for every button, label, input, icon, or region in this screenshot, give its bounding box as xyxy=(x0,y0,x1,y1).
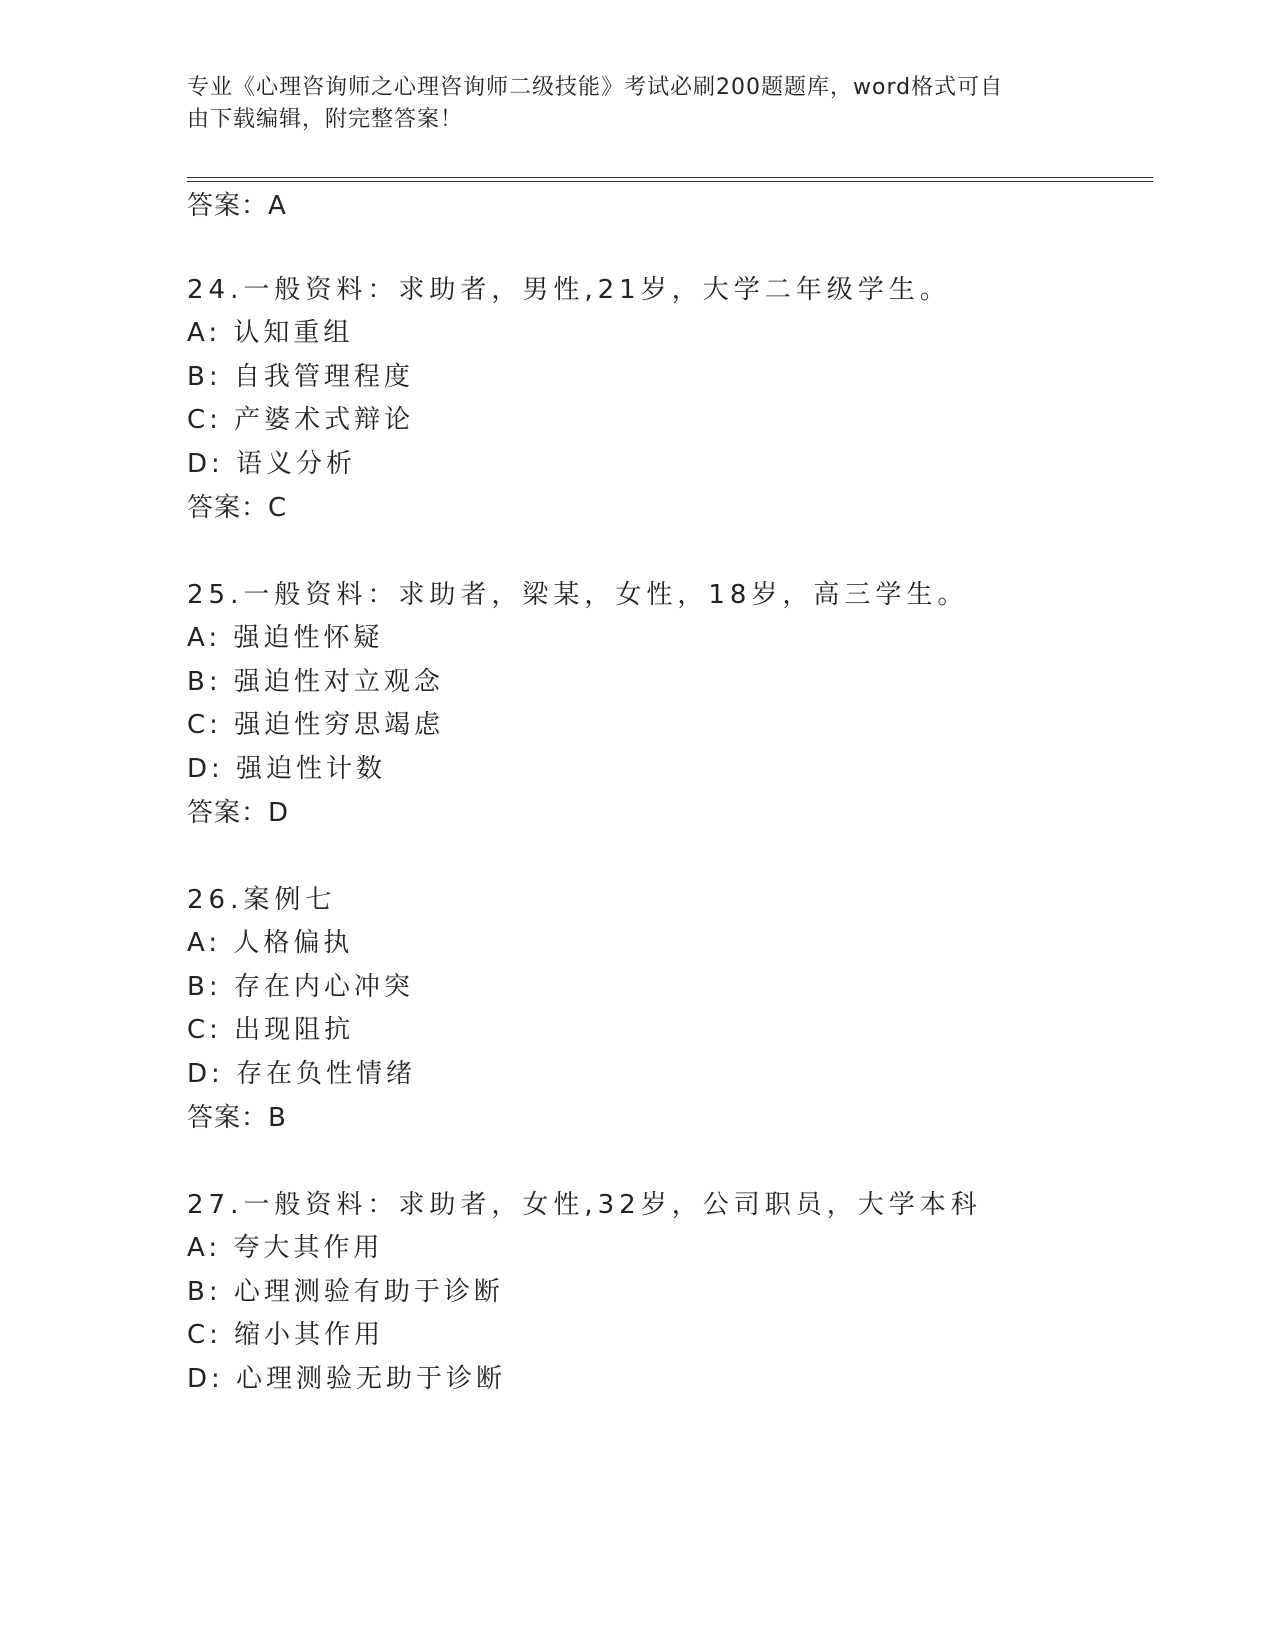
question-24-option-c: C: 产婆术式辩论 xyxy=(187,405,415,435)
question-26-option-c: C: 出现阻抗 xyxy=(187,1015,355,1045)
question-24-option-d: D: 语义分析 xyxy=(187,449,357,479)
question-27-stem: 27.一般资料：求助者，女性,32岁，公司职员，大学本科 xyxy=(187,1190,982,1220)
previous-answer: 答案：A xyxy=(187,191,287,221)
question-27-option-c: C: 缩小其作用 xyxy=(187,1320,385,1350)
question-25-stem: 25.一般资料：求助者，梁某，女性，18岁，高三学生。 xyxy=(187,580,969,610)
question-26-answer: 答案：B xyxy=(187,1103,287,1133)
question-27-option-d: D: 心理测验无助于诊断 xyxy=(187,1364,507,1394)
question-24-option-a: A: 认知重组 xyxy=(187,318,354,348)
question-24-option-b: B: 自我管理程度 xyxy=(187,362,414,392)
question-27-option-b: B: 心理测验有助于诊断 xyxy=(187,1277,504,1307)
header-line-2: 由下载编辑，附完整答案！ xyxy=(187,107,464,132)
question-25-option-a: A: 强迫性怀疑 xyxy=(187,623,384,653)
question-25-option-b: B: 强迫性对立观念 xyxy=(187,667,444,697)
header-divider xyxy=(187,177,1153,182)
question-26-option-a: A: 人格偏执 xyxy=(187,928,354,958)
question-27-option-a: A: 夸大其作用 xyxy=(187,1233,384,1263)
question-25-answer: 答案：D xyxy=(187,798,290,828)
page-header xyxy=(187,72,1067,136)
question-25-option-c: C: 强迫性穷思竭虑 xyxy=(187,710,445,740)
header-line-1: 专业《心理咨询师之心理咨询师二级技能》考试必刷200题题库，word格式可自 xyxy=(187,75,1004,100)
question-24-stem: 24.一般资料：求助者，男性,21岁，大学二年级学生。 xyxy=(187,275,951,305)
question-25-option-d: D: 强迫性计数 xyxy=(187,754,387,784)
question-26-stem: 26.案例七 xyxy=(187,885,337,915)
question-26-option-d: D: 存在负性情绪 xyxy=(187,1059,417,1089)
question-26-option-b: B: 存在内心冲突 xyxy=(187,972,414,1002)
question-24-answer: 答案：C xyxy=(187,493,288,523)
